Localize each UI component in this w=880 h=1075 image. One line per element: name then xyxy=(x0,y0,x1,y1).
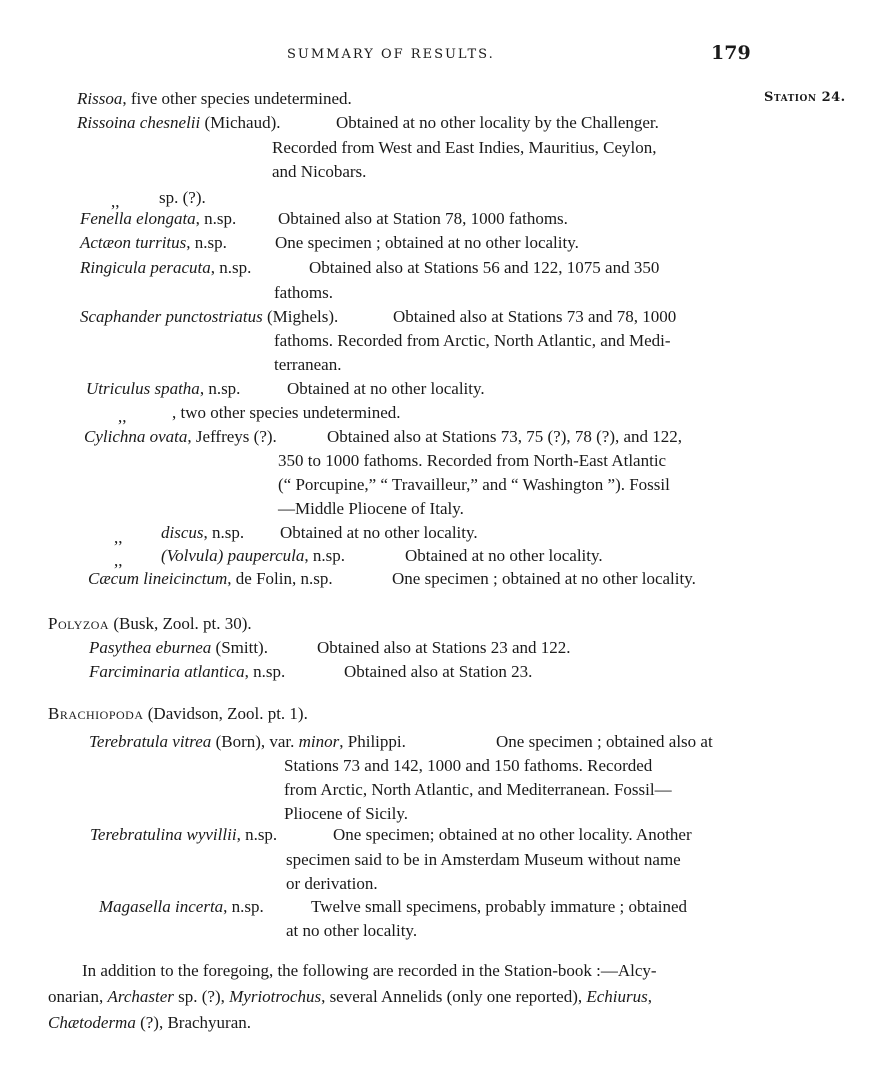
entry-text-line: or derivation. xyxy=(286,874,378,893)
taxon-name: Scaphander punctostriatus xyxy=(80,307,263,326)
taxon-author: , n.sp. xyxy=(223,897,264,916)
taxon-name: Archaster xyxy=(107,987,174,1006)
entry-text-line: Obtained also at Stations 73 and 78, 1000 xyxy=(393,307,677,326)
entry-utriculus-other: , two other species undetermined. xyxy=(172,403,401,422)
entry-text-line: Obtained also at Station 78, 1000 fathoms. xyxy=(278,209,568,228)
taxon-name: Myriotrochus xyxy=(229,987,322,1006)
entry-text-line: Pliocene of Sicily. xyxy=(284,804,409,823)
entry-scaphander xyxy=(80,305,338,329)
taxon-author: , n.sp. xyxy=(199,379,241,398)
entry-text-line: Stations 73 and 142, 1000 and 150 fathoms. Recorded xyxy=(284,756,653,775)
entry-text-line: One specimen ; obtained also at xyxy=(496,732,713,751)
taxon-author: (Mighels). xyxy=(262,307,339,326)
entry-actaeon xyxy=(80,231,227,255)
taxon-author: , Jeffreys (?). xyxy=(187,427,277,446)
entry-rissoa xyxy=(77,87,352,111)
entry-text-line: fathoms. Recorded from Arctic, North Atlantic, and Medi- xyxy=(274,331,671,350)
entry-text-line: Obtained at no other locality. xyxy=(280,523,478,542)
ditto-mark: ,, xyxy=(114,551,123,570)
entry-text-line: terranean. xyxy=(274,355,342,374)
taxon-name: Echiurus xyxy=(586,987,648,1006)
taxon-author: , Philippi. xyxy=(339,732,406,751)
section-title: Polyzoa xyxy=(48,614,110,633)
taxon-author: , n.sp. xyxy=(195,209,237,228)
section-heading-polyzoa xyxy=(48,612,252,636)
entry-text-line: Obtained at no other locality by the Challenger. xyxy=(336,113,659,132)
entry-terebratula xyxy=(89,730,406,754)
closing-line-3 xyxy=(48,1011,251,1035)
entry-terebratulina xyxy=(90,823,277,847)
ditto-mark: ,, xyxy=(118,407,127,426)
entry-text-line: (“ Porcupine,” “ Travailleur,” and “ Washington ”). Fossil xyxy=(278,475,670,494)
entry-sp: sp. (?). xyxy=(159,188,206,207)
margin-note-station: Station 24. xyxy=(764,90,846,105)
taxon-author: , n.sp. xyxy=(210,258,252,277)
taxon-name: Fenella elongata xyxy=(80,209,196,228)
taxon-name: Pasythea eburnea xyxy=(89,638,212,657)
taxon-author: , n.sp. xyxy=(186,233,227,252)
ditto-mark: ,, xyxy=(114,528,123,547)
running-title: SUMMARY OF RESULTS. xyxy=(287,47,495,62)
entry-text-line: Obtained also at Stations 56 and 122, 1075 and 350 xyxy=(309,258,660,277)
taxon-name: Cylichna ovata xyxy=(84,427,188,446)
entry-text-line: from Arctic, North Atlantic, and Mediterranean. Fossil— xyxy=(284,780,672,799)
entry-text-line: Obtained at no other locality. xyxy=(405,546,603,565)
taxon-name: Terebratulina wyvillii xyxy=(90,825,237,844)
section-title: Brachiopoda xyxy=(48,704,144,723)
taxon-author: , n.sp. xyxy=(236,825,278,844)
taxon-name: Terebratula vitrea xyxy=(89,732,212,751)
taxon-name: discus xyxy=(161,523,204,542)
taxon-author: (Smitt). xyxy=(211,638,268,657)
entry-rissoina xyxy=(77,111,281,135)
taxon-name: Magasella incerta xyxy=(99,897,224,916)
taxon-variety: minor xyxy=(298,732,340,751)
entry-text-line: One specimen; obtained at no other locality. Another xyxy=(333,825,692,844)
entry-text-line: and Nicobars. xyxy=(272,162,367,181)
entry-caecum xyxy=(88,567,333,591)
taxon-subgenus: (Volvula) xyxy=(161,546,224,565)
section-heading-brachiopoda xyxy=(48,702,308,726)
entry-text-line: One specimen ; obtained at no other locality. xyxy=(275,233,579,252)
closing-text: , xyxy=(647,987,653,1006)
entry-magasella xyxy=(99,895,264,919)
taxon-author: , n.sp. xyxy=(244,662,286,681)
section-reference: (Busk, Zool. pt. 30). xyxy=(109,614,252,633)
entry-utriculus xyxy=(86,377,240,401)
entry-text-line: at no other locality. xyxy=(286,921,418,940)
closing-text: onarian, xyxy=(48,987,108,1006)
entry-text-line: Obtained also at Stations 73, 75 (?), 78 (?), and 122, xyxy=(327,427,683,446)
entry-text-line: Recorded from West and East Indies, Mauritius, Ceylon, xyxy=(272,138,657,157)
entry-pasythea xyxy=(89,636,268,660)
closing-text: (?), Brachyuran. xyxy=(135,1013,252,1032)
entry-text-line: Obtained also at Station 23. xyxy=(344,662,533,681)
taxon-name: Rissoa xyxy=(77,89,123,108)
entry-text-line: Obtained also at Stations 23 and 122. xyxy=(317,638,571,657)
entry-text: , five other species undetermined. xyxy=(122,89,352,108)
page-number: 179 xyxy=(711,42,751,64)
taxon-name: Rissoina chesnelii xyxy=(77,113,201,132)
entry-fenella xyxy=(80,207,236,231)
entry-text-line: 350 to 1000 fathoms. Recorded from North-East Atlantic xyxy=(278,451,667,470)
entry-volvula xyxy=(161,544,345,568)
entry-text-line: specimen said to be in Amsterdam Museum without name xyxy=(286,850,681,869)
entry-ringicula xyxy=(80,256,251,280)
entry-discus xyxy=(161,521,244,545)
closing-line-1: In addition to the foregoing, the following are recorded in the Station-book :—Alcy- xyxy=(82,961,657,980)
taxon-name: Farciminaria atlantica xyxy=(89,662,245,681)
ditto-mark: ,, xyxy=(111,192,120,211)
closing-text: , several Annelids (only one reported), xyxy=(321,987,587,1006)
entry-farciminaria xyxy=(89,660,285,684)
entry-text-line: fathoms. xyxy=(274,283,334,302)
closing-text: sp. (?), xyxy=(173,987,230,1006)
entry-cylichna xyxy=(84,425,277,449)
taxon-name: Utriculus spatha xyxy=(86,379,200,398)
taxon-name: paupercula xyxy=(223,546,305,565)
taxon-author: (Born), var. xyxy=(211,732,299,751)
taxon-name: Actæon turritus xyxy=(80,233,187,252)
taxon-name: Chætoderma xyxy=(48,1013,136,1032)
taxon-author: , n.sp. xyxy=(203,523,245,542)
closing-line-2 xyxy=(48,985,652,1009)
entry-text-line: Twelve small specimens, probably immature ; obtained xyxy=(311,897,688,916)
section-reference: (Davidson, Zool. pt. 1). xyxy=(143,704,308,723)
entry-text-line: One specimen ; obtained at no other locality. xyxy=(392,569,696,588)
taxon-author: , n.sp. xyxy=(304,546,346,565)
taxon-author: , de Folin, n.sp. xyxy=(227,569,333,588)
taxon-name: Ringicula peracuta xyxy=(80,258,211,277)
taxon-name: Cæcum lineicinctum xyxy=(88,569,228,588)
entry-text-line: —Middle Pliocene of Italy. xyxy=(278,499,464,518)
taxon-author: (Michaud). xyxy=(200,113,281,132)
entry-text-line: Obtained at no other locality. xyxy=(287,379,485,398)
